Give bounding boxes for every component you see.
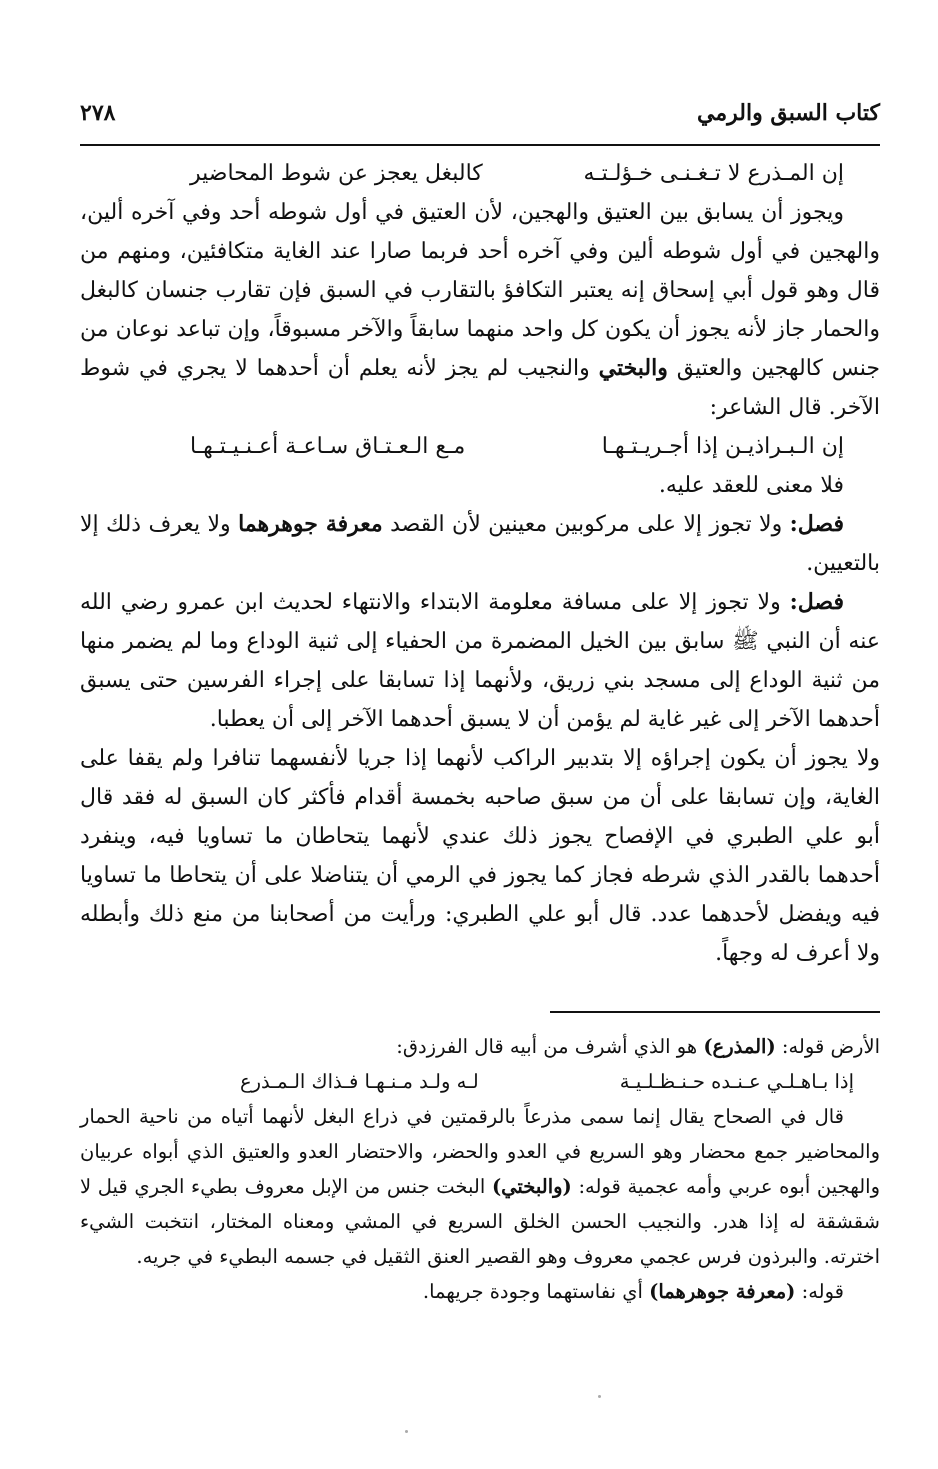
main-text bbox=[80, 154, 880, 973]
footnote-text: الأرض قوله: bbox=[781, 1035, 880, 1058]
footnote bbox=[80, 1274, 880, 1309]
fasl-label: فصل: bbox=[789, 589, 844, 615]
footnote-text: قال في الصحاح يقال إنما سمى مذرعاً بالرقمتين في ذراع البغل لأنهما أتياه من ناحية الحمار والمحاضير جمع محضار وهو السريع في العدو والحضر، والاحتضار العدو والعتيق الذي أبواه عربيان والهجين أبوه عربي وأمه عجمية قوله: bbox=[80, 1105, 880, 1198]
scan-speck bbox=[405, 1430, 408, 1433]
verse-line bbox=[80, 154, 880, 193]
bold-term: معرفة جوهرهما bbox=[238, 511, 383, 537]
verse-line bbox=[80, 1064, 880, 1099]
verse-hemistich-left: لـه ولـد مـنـهـا فـذاك الـمـذرع bbox=[240, 1070, 479, 1093]
footnote bbox=[80, 1099, 880, 1274]
book-page bbox=[80, 100, 880, 1440]
footnote-separator bbox=[550, 1011, 880, 1013]
paragraph-text: ولا يعرف ذلك إلا بالتعيين. bbox=[80, 512, 880, 576]
book-title: كتاب السبق والرمي bbox=[697, 100, 880, 126]
paragraph: فلا معنى للعقد عليه. bbox=[658, 473, 844, 498]
fasl-label: فصل: bbox=[789, 511, 845, 537]
paragraph: ولا يجوز أن يكون إجراؤه إلا بتدبير الراكب لأنهما إذا جريا لأنفسهما تنافرا ولم يقفا على الغاية، وإن تسابقا على أن من سبق صاحبه بخمسة أقدام فأكثر كان السبق له فقد قال أبو علي الطبري في الإفصاح يجوز ذلك عندي لأنهما يتحاطان ما تساويا فيه، وينفرد أحدهما بالقدر الذي شرطه فجاز كما يجوز في الرمي أن يتناضلا على أن يتحاطا ما تساويا فيه ويفضل لأحدهما عدد. قال أبو علي الطبري: ورأيت من أصحابنا من منع ذلك وأبطله ولا أعرف له وجهاً. bbox=[80, 746, 880, 966]
footnote-text: البخت جنس من الإبل معروف بطيء الجري قيل لا شقشقة له إذا هدر. والنجيب الحسن الخلق السريع في المشي ومعناه المختار، انتخبت الشيء اخترته. والبرذون فرس عجمي معروف وهو القصير العنق الثقيل في جسمه البطيء في جريه. bbox=[80, 1175, 880, 1268]
footnote-text: قوله: bbox=[801, 1280, 844, 1303]
scan-speck bbox=[598, 1395, 601, 1398]
fasl-section bbox=[80, 583, 880, 739]
bold-term: (المذرع) bbox=[703, 1035, 776, 1058]
bold-term: (معرفة جوهرهما) bbox=[649, 1280, 796, 1303]
verse-hemistich-right: إذا بـاهـلـي عـنـده حـنـظـلـيـة bbox=[619, 1070, 854, 1093]
footnote-text: أي نفاستهما وجودة جريهما. bbox=[422, 1280, 643, 1303]
verse-hemistich-right: إن الـبـراذيـن إذا أجـريـتـهـا bbox=[601, 434, 844, 459]
paragraph bbox=[80, 193, 880, 427]
footnotes bbox=[80, 1029, 880, 1309]
bold-term: (والبختي) bbox=[491, 1175, 572, 1198]
fasl-section bbox=[80, 505, 880, 583]
footnote bbox=[80, 1029, 880, 1064]
paragraph-text: ولا تجوز إلا على مركوبين معينين لأن القصد bbox=[390, 512, 783, 537]
bold-term: والبختي bbox=[598, 355, 668, 381]
paragraph-text: ولا تجوز إلا على مسافة معلومة الابتداء والانتهاء لحديث ابن عمرو رضي الله عنه أن النبي ﷺ سابق بين الخيل المضمرة من الحفياء إلى ثنية الوداع وما لم يضمر منها من ثنية الوداع إلى مسجد بني زريق، ولأنهما إذا تسابقا على إجراء الفرسين حتى يسبق أحدهما الآخر إلى غير غاية لم يؤمن أن لا يسبق أحدهما الآخر إلى أن يعطبا. bbox=[80, 590, 880, 732]
verse-hemistich-right: إن المـذرع لا تـغـنـى خـؤلـتـه bbox=[583, 161, 844, 186]
verse-hemistich-left: مـع الـعـتـاق سـاعـة أعـنـيـتـهـا bbox=[190, 434, 466, 459]
page-header bbox=[80, 100, 880, 146]
verse-hemistich-left: كالبغل يعجز عن شوط المحاضير bbox=[190, 161, 483, 186]
paragraph-text: والنجيب لم يجز لأنه يعلم أن أحدهما لا يجري في شوط الآخر. قال الشاعر: bbox=[80, 356, 880, 420]
verse-line bbox=[80, 427, 880, 466]
paragraph-text: ويجوز أن يسابق بين العتيق والهجين، لأن العتيق في أول شوطه أحد وفي آخره ألين، والهجين في أول شوطه ألين وفي آخره أحد فربما صارا عند الغاية متكافئين، ومنهم من قال وهو قول أبي إسحاق إنه يعتبر التكافؤ بالتقارب في السبق فإن تقارب جنسان كالبغل والحمار جاز لأنه يجوز أن يكون كل واحد منهما سابقاً والآخر مسبوقاً، وإن تباعد نوعان من جنس كالهجين والعتيق bbox=[80, 200, 881, 381]
footnote-text: هو الذي أشرف من أبيه قال الفرزدق: bbox=[396, 1035, 698, 1058]
page-number: ٢٧٨ bbox=[80, 100, 116, 126]
